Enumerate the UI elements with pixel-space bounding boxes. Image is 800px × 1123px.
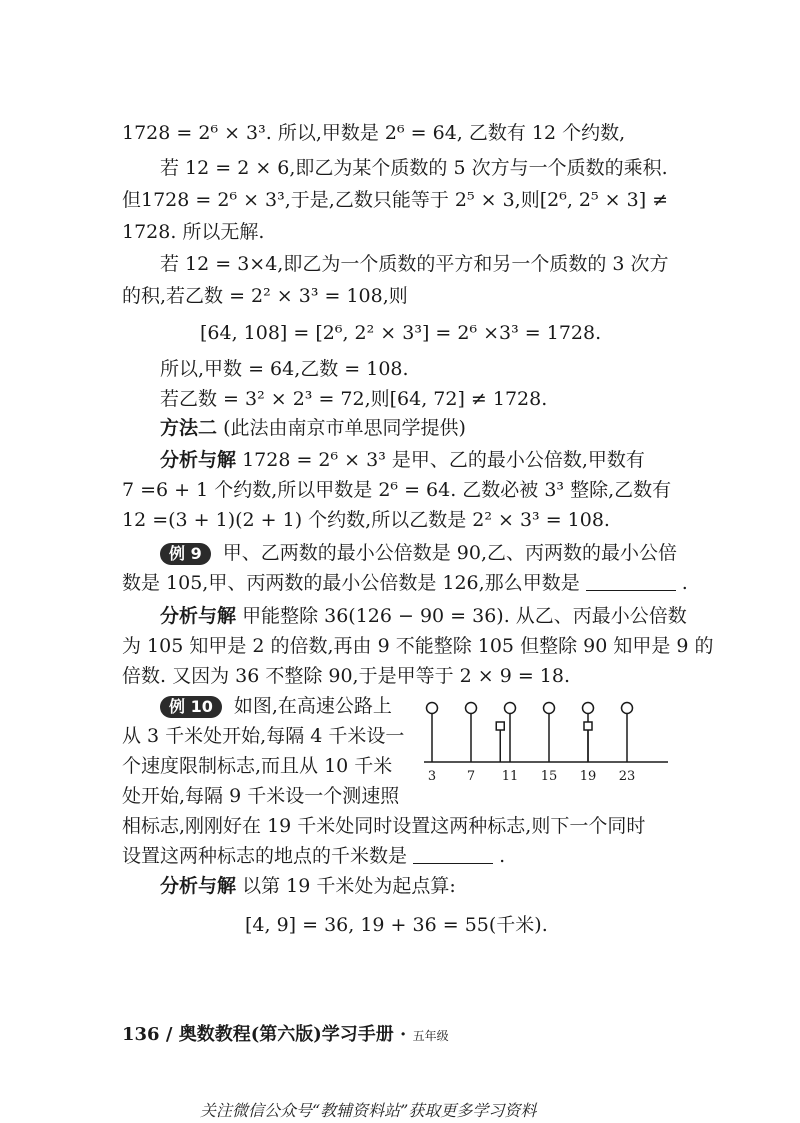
text-line: 但1728 = 2⁶ × 3³,于是,乙数只能等于 2⁵ × 3,则[2⁶, 2⁵ × 3] ≠ [122, 189, 669, 211]
analysis-text: 甲能整除 36(126 − 90 = 36). 从乙、丙最小公倍数 [242, 605, 687, 627]
text-segment: 设置这两种标志的地点的千米数是 [122, 845, 408, 867]
example-10-text: 如图,在高速公路上 [233, 695, 392, 717]
axis-tick-label: 7 [466, 769, 476, 784]
speed-sign-icon [622, 703, 633, 714]
equation-line: [4, 9] = 36, 19 + 36 = 55(千米). [245, 914, 548, 936]
axis-tick-label: 19 [579, 769, 597, 784]
speed-sign-icon [466, 703, 477, 714]
method-two-line [160, 415, 466, 441]
highway-signs-diagram [420, 690, 670, 790]
text-line: 的积,若乙数 = 2² × 3³ = 108,则 [122, 285, 408, 307]
text-segment: 数是 105,甲、丙两数的最小公倍数是 126,那么甲数是 [122, 572, 580, 594]
axis-tick-label: 3 [427, 769, 437, 784]
text-line: 从 3 千米处开始,每隔 4 千米设一 [122, 725, 405, 747]
text-line: 相标志,刚刚好在 19 千米处同时设置这两种标志,则下一个同时 [122, 815, 646, 837]
grade-label: 五年级 [412, 1029, 449, 1043]
example-9-line [160, 540, 677, 566]
method-note: (此法由南京市单思同学提供) [223, 417, 466, 439]
analysis-heading: 分析与解 [160, 875, 237, 897]
text-line: 1728 = 2⁶ × 3³. 所以,甲数是 2⁶ = 64, 乙数有 12 个约数, [122, 122, 626, 144]
book-title: 奥数教程(第六版)学习手册 · [178, 1024, 407, 1045]
text-line: 1728. 所以无解. [122, 221, 265, 243]
analysis-line [160, 447, 645, 473]
example-9-tag: 例 9 [160, 543, 211, 565]
example-10-tag: 例 10 [160, 696, 222, 718]
speed-sign-icon [427, 703, 438, 714]
watermark-text: 关注微信公众号“教辅资料站”获取更多学习资料 [200, 1101, 537, 1120]
text-line: 所以,甲数 = 64,乙数 = 108. [160, 358, 409, 380]
axis-tick-label: 15 [540, 769, 558, 784]
text-line [122, 843, 505, 869]
analysis-heading: 分析与解 [160, 449, 237, 471]
example-9-text: 甲、乙两数的最小公倍数是 90,乙、丙两数的最小公倍 [222, 542, 678, 564]
answer-blank [413, 845, 493, 864]
text-line: 处开始,每隔 9 千米设一个测速照 [122, 785, 400, 807]
text-line: 为 105 知甲是 2 的倍数,再由 9 不能整除 105 但整除 90 知甲是 9 的 [122, 635, 714, 657]
text-line: 若乙数 = 3² × 2³ = 72,则[64, 72] ≠ 1728. [160, 388, 548, 410]
camera-sign-icon [584, 722, 592, 730]
analysis-text: 以第 19 千米处为起点算: [242, 875, 456, 897]
page-footer [122, 1020, 449, 1046]
text-line: 7 =6 + 1 个约数,所以甲数是 2⁶ = 64. 乙数必被 3³ 整除,乙数有 [122, 479, 672, 501]
analysis-line [160, 603, 687, 629]
axis-tick-label: 11 [501, 769, 519, 784]
speed-sign-icon [505, 703, 516, 714]
analysis-line [160, 873, 456, 899]
equation-line: [64, 108] = [2⁶, 2² × 3³] = 2⁶ ×3³ = 1728. [200, 322, 602, 344]
speed-sign-icon [544, 703, 555, 714]
text-segment: . [681, 572, 688, 594]
text-line: 12 =(3 + 1)(2 + 1) 个约数,所以乙数是 2² × 3³ = 108. [122, 509, 610, 531]
text-line: 倍数. 又因为 36 不整除 90,于是甲等于 2 × 9 = 18. [122, 665, 571, 687]
text-segment: . [499, 845, 506, 867]
text-line: 若 12 = 3×4,即乙为一个质数的平方和另一个质数的 3 次方 [160, 253, 669, 275]
page-number: 136 / [122, 1024, 173, 1045]
analysis-heading: 分析与解 [160, 605, 237, 627]
text-line [122, 570, 688, 596]
method-heading: 方法二 [160, 417, 218, 439]
answer-blank [586, 572, 676, 591]
text-line: 个速度限制标志,而且从 10 千米 [122, 755, 393, 777]
text-line: 若 12 = 2 × 6,即乙为某个质数的 5 次方与一个质数的乘积. [160, 157, 668, 179]
example-10-line [160, 693, 392, 719]
camera-sign-icon [496, 722, 504, 730]
speed-sign-icon [583, 703, 594, 714]
axis-tick-label: 23 [618, 769, 636, 784]
analysis-text: 1728 = 2⁶ × 3³ 是甲、乙的最小公倍数,甲数有 [242, 449, 645, 471]
